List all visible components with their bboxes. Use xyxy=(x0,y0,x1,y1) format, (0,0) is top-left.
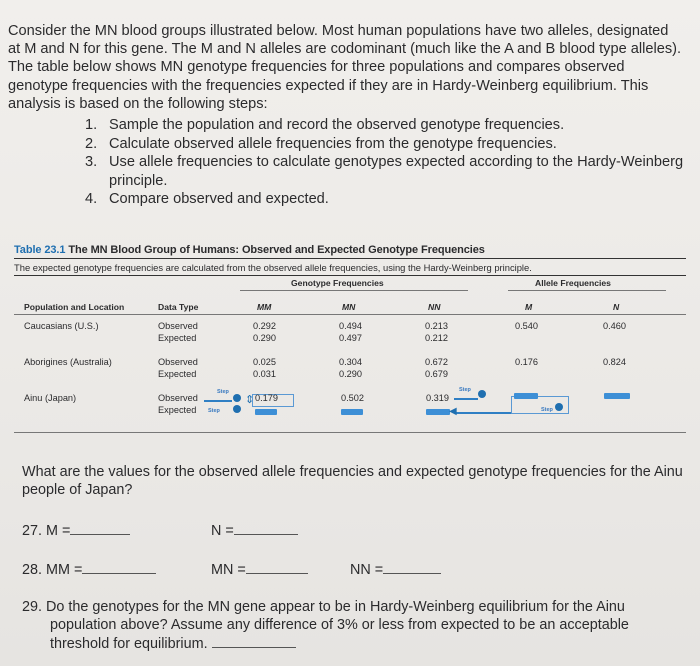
q27-n-label: N = xyxy=(211,523,234,539)
step-text: Sample the population and record the observed genotype frequencies. xyxy=(109,117,565,134)
up-down-arrow-icon: ⇕ xyxy=(245,394,255,406)
step-tag: Step xyxy=(208,408,220,414)
step-item xyxy=(8,153,694,190)
equilibrium-answer-blank[interactable] xyxy=(212,635,296,648)
step-tag: Step xyxy=(459,387,471,393)
question-28 xyxy=(22,561,156,579)
obs-mm-cell: 0.025 xyxy=(253,357,276,367)
table-row xyxy=(14,320,686,356)
exp-mm-cell: 0.290 xyxy=(253,333,276,343)
table-row xyxy=(14,387,686,432)
q29-line-text: threshold for equilibrium. xyxy=(50,635,208,652)
intro-line: at M and N for this gene. The M and N alleles are codominant (much like the A and B blood type alleles). xyxy=(8,41,682,58)
intro-line: The table below shows MN genotype frequencies for three populations and compares observed xyxy=(8,59,625,76)
question-prompt xyxy=(22,463,692,500)
genotype-group-header: Genotype Frequencies xyxy=(291,278,384,288)
exp-nn-cell: 0.679 xyxy=(425,369,448,379)
population-column-header: Population and Location xyxy=(24,302,125,312)
mm-column-header: MM xyxy=(257,302,272,312)
obs-mn-cell: 0.494 xyxy=(339,321,362,331)
intro-line: Consider the MN blood groups illustrated below. Most human populations have two alleles, designated xyxy=(8,23,669,39)
prompt-line: people of Japan? xyxy=(22,482,133,499)
q28-mn-label: MN = xyxy=(211,562,246,578)
q29-line: 29. Do the genotypes for the MN gene appear to be in Hardy-Weinberg equilibrium for the Ainu xyxy=(22,599,625,615)
observed-label: Observed xyxy=(158,357,198,367)
step-item xyxy=(8,190,694,209)
obs-mm-cell: 0.292 xyxy=(253,321,276,331)
question-27-n xyxy=(211,522,298,540)
exp-mn-bar xyxy=(341,409,363,415)
intro-section xyxy=(8,22,694,209)
intro-line: genotype frequencies with the frequencies expected if they are in Hardy-Weinberg equilibrium. This xyxy=(8,77,649,94)
step-number: 4. xyxy=(85,191,98,208)
observed-label: Observed xyxy=(158,321,198,331)
table-title xyxy=(14,244,686,256)
m-bar xyxy=(514,393,538,399)
q29-line xyxy=(22,635,692,653)
m-cell: 0.540 xyxy=(515,321,538,331)
observed-label: Observed xyxy=(158,393,198,403)
exp-mm-cell: 0.031 xyxy=(253,369,276,379)
step-marker-icon xyxy=(478,390,486,398)
step-item xyxy=(8,135,694,154)
step-item xyxy=(8,116,694,135)
n-cell: 0.460 xyxy=(603,321,626,331)
step-tag: Step xyxy=(217,389,229,395)
table-title-text: The MN Blood Group of Humans: Observed and Expected Genotype Frequencies xyxy=(68,244,485,256)
q28-nn-label: NN = xyxy=(350,562,384,578)
expected-label: Expected xyxy=(158,369,197,379)
obs-mm-cell: 0.179 xyxy=(255,393,278,403)
obs-nn-cell: 0.672 xyxy=(425,357,448,367)
obs-nn-cell: 0.213 xyxy=(425,321,448,331)
mn-answer-blank[interactable] xyxy=(246,561,308,574)
population-cell: Caucasians (U.S.) xyxy=(24,321,99,331)
nn-answer-blank[interactable] xyxy=(383,561,441,574)
m-answer-blank[interactable] xyxy=(70,522,130,535)
population-cell: Aborigines (Australia) xyxy=(24,357,112,367)
n-answer-blank[interactable] xyxy=(234,522,298,535)
q27-label: 27. M = xyxy=(22,523,71,539)
table-rule xyxy=(14,258,686,259)
genotype-table xyxy=(14,244,686,433)
step-marker-icon xyxy=(233,405,241,413)
table-header xyxy=(14,276,686,320)
n-column-header: N xyxy=(613,302,620,312)
exp-mm-bar xyxy=(255,409,277,415)
table-subtitle: The expected genotype frequencies are calculated from the observed allele frequencies, using the Hardy-Weinberg principle. xyxy=(14,262,532,273)
step-text: Calculate observed allele frequencies from the genotype frequencies. xyxy=(109,135,557,152)
step-number: 2. xyxy=(85,135,98,152)
arrow-line xyxy=(204,400,232,402)
step-tag: Step xyxy=(541,407,553,413)
obs-mn-cell: 0.502 xyxy=(341,393,364,403)
header-rule xyxy=(240,290,468,291)
expected-label: Expected xyxy=(158,405,197,415)
q28-label: 28. MM = xyxy=(22,562,83,578)
question-27 xyxy=(22,522,130,540)
mm-answer-blank[interactable] xyxy=(82,561,156,574)
nn-column-header: NN xyxy=(428,302,441,312)
step-text: Compare observed and expected. xyxy=(109,191,329,208)
table-number: Table 23.1 xyxy=(14,244,66,256)
n-bar xyxy=(604,393,630,399)
arrow-left-icon: ◀ xyxy=(449,406,457,417)
datatype-column-header: Data Type xyxy=(158,302,199,312)
exp-mn-cell: 0.290 xyxy=(339,369,362,379)
step-marker-icon xyxy=(233,394,241,402)
n-cell: 0.824 xyxy=(603,357,626,367)
step-text: principle. xyxy=(109,172,168,189)
population-cell: Ainu (Japan) xyxy=(24,393,77,403)
arrow-line xyxy=(454,398,478,400)
arrow-line xyxy=(455,412,511,414)
step-number: 3. xyxy=(85,154,98,171)
steps-list xyxy=(8,116,694,209)
obs-nn-cell: 0.319 xyxy=(426,393,449,403)
obs-mn-cell: 0.304 xyxy=(339,357,362,367)
expected-label: Expected xyxy=(158,333,197,343)
allele-group-header: Allele Frequencies xyxy=(535,278,611,288)
prompt-line: What are the values for the observed allele frequencies and expected genotype frequencies for the Ainu xyxy=(22,464,683,480)
exp-mn-cell: 0.497 xyxy=(339,333,362,343)
table-row xyxy=(14,356,686,392)
mn-column-header: MN xyxy=(342,302,356,312)
header-rule xyxy=(508,290,666,291)
m-cell: 0.176 xyxy=(515,357,538,367)
header-rule xyxy=(14,314,686,315)
q29-line: population above? Assume any difference of 3% or less from expected to be an acceptable xyxy=(50,617,629,634)
question-28-mn xyxy=(211,561,308,579)
step-text: Use allele frequencies to calculate genotypes expected according to the Hardy-Weinberg xyxy=(109,154,684,171)
table-bottom-rule xyxy=(14,432,686,433)
exp-nn-cell: 0.212 xyxy=(425,333,448,343)
intro-line: analysis is based on the following steps: xyxy=(8,95,268,112)
question-28-nn xyxy=(350,561,441,579)
step-number: 1. xyxy=(85,117,98,134)
exp-nn-bar xyxy=(426,409,450,415)
step-marker-icon xyxy=(555,403,563,411)
question-29 xyxy=(22,598,692,653)
m-column-header: M xyxy=(525,302,533,312)
